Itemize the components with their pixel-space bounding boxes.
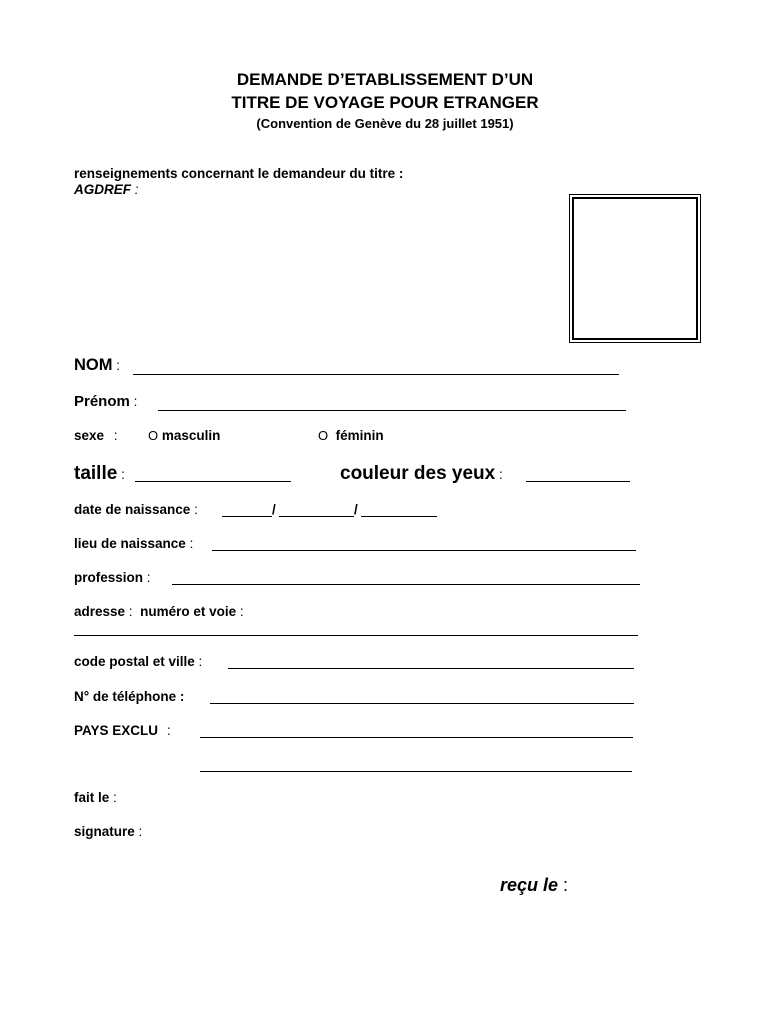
adresse-text: adresse (74, 604, 126, 619)
photo-box (572, 197, 698, 340)
pays-exclu-field-1[interactable] (200, 737, 633, 738)
profession-label (74, 570, 151, 585)
signature-label (74, 824, 142, 839)
signature-colon: : (134, 824, 143, 839)
feminin-text: féminin (335, 428, 384, 443)
code-postal-colon: : (194, 654, 203, 669)
numero-colon: : (236, 604, 244, 619)
date-separator: / (272, 502, 276, 517)
yeux-colon: : (495, 467, 503, 482)
prenom-field[interactable] (158, 410, 626, 411)
sexe-colon: : (110, 428, 118, 443)
agdref-text: AGDREF (74, 182, 131, 197)
prenom-colon: : (129, 394, 138, 409)
pays-exclu-text: PAYS EXCLU (74, 723, 159, 738)
prenom-label (74, 393, 137, 410)
agdref-colon: : (131, 182, 139, 197)
recu-le-text: reçu le (500, 875, 559, 895)
naissance-date-text: date de naissance (74, 502, 191, 517)
signature-text: signature (74, 824, 135, 839)
naissance-lieu-text: lieu de naissance (74, 536, 186, 551)
numero-text: numéro et voie (140, 604, 237, 619)
profession-field[interactable] (172, 584, 640, 585)
radio-circle-icon: O (318, 428, 329, 443)
sexe-label (74, 428, 118, 443)
pays-exclu-label (74, 723, 171, 738)
code-postal-text: code postal et ville (74, 654, 195, 669)
masculin-text: masculin (161, 428, 221, 443)
recu-le-label (500, 875, 568, 896)
prenom-text: Prénom (74, 393, 130, 410)
recu-le-colon: : (558, 875, 569, 895)
code-postal-field[interactable] (228, 668, 634, 669)
radio-circle-icon: O (148, 428, 159, 443)
date-month-field[interactable] (279, 516, 354, 517)
title-line-2: TITRE DE VOYAGE POUR ETRANGER (231, 93, 539, 112)
adresse-label (74, 604, 244, 619)
date-year-field[interactable] (361, 516, 437, 517)
adresse-field[interactable] (74, 635, 638, 636)
radio-masculin[interactable] (148, 428, 220, 443)
pays-exclu-colon: : (167, 723, 171, 738)
renseignements-text: renseignements concernant le demandeur du titre : (74, 166, 404, 181)
nom-label (74, 356, 120, 375)
yeux-field[interactable] (526, 481, 630, 482)
yeux-label (340, 463, 503, 485)
naissance-date-label (74, 502, 198, 517)
profession-text: profession (74, 570, 144, 585)
nom-text: NOM (74, 356, 113, 374)
sexe-text: sexe (74, 428, 105, 443)
taille-label (74, 463, 125, 485)
date-separator: / (354, 502, 358, 517)
adresse-colon: : (125, 604, 133, 619)
fait-le-label (74, 790, 117, 805)
taille-field[interactable] (135, 481, 291, 482)
fait-le-colon: : (109, 790, 117, 805)
taille-text: taille (74, 463, 118, 484)
profession-colon: : (143, 570, 151, 585)
title-line-1: DEMANDE D’ETABLISSEMENT D’UN (236, 70, 534, 89)
naissance-lieu-label (74, 536, 193, 551)
pays-exclu-field-2[interactable] (200, 771, 632, 772)
telephone-field[interactable] (210, 703, 634, 704)
subtitle: (Convention de Genève du 28 juillet 1951) (256, 116, 514, 131)
naissance-lieu-colon: : (185, 536, 194, 551)
radio-feminin[interactable] (318, 428, 384, 443)
fait-le-text: fait le (74, 790, 110, 805)
nom-colon: : (112, 358, 121, 373)
nom-field[interactable] (133, 374, 619, 375)
date-day-field[interactable] (222, 516, 272, 517)
naissance-date-colon: : (190, 502, 198, 517)
telephone-label: N° de téléphone : (74, 689, 185, 704)
code-postal-label (74, 654, 202, 669)
yeux-text: couleur des yeux (340, 463, 496, 484)
agdref-label (74, 182, 139, 197)
taille-colon: : (117, 467, 125, 482)
naissance-lieu-field[interactable] (212, 550, 636, 551)
